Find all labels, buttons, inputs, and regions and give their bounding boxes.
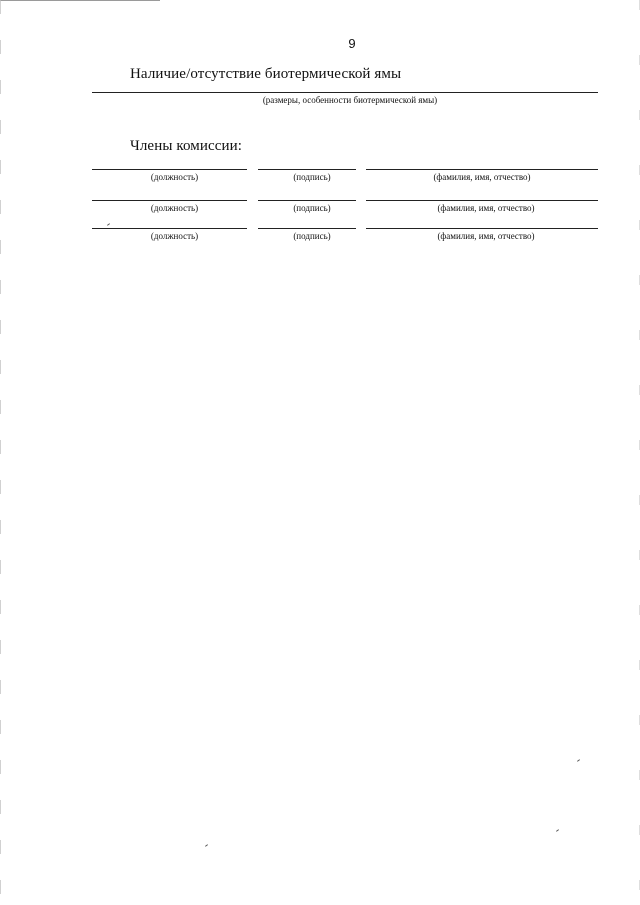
name-line [366, 228, 598, 229]
pit-heading: Наличие/отсутствие биотермической ямы [130, 66, 402, 82]
page-number: 9 [348, 36, 356, 51]
pit-caption: (размеры, особенности биотермической ямы) [262, 95, 438, 105]
scan-edge-left [0, 0, 1, 905]
signature-caption: (подпись) [293, 172, 331, 182]
position-line [92, 228, 247, 229]
position-caption: (должность) [150, 172, 199, 182]
name-caption: (фамилия, имя, отчество) [433, 172, 531, 182]
pit-answer-line [92, 92, 598, 93]
scan-speck [107, 223, 110, 226]
position-caption: (должность) [150, 231, 199, 241]
signature-caption: (подпись) [293, 203, 331, 213]
scan-edge-top [0, 0, 160, 3]
name-caption: (фамилия, имя, отчество) [437, 231, 535, 241]
scan-speck [556, 829, 559, 832]
name-caption: (фамилия, имя, отчество) [437, 203, 535, 213]
position-line [92, 200, 247, 201]
commission-heading: Члены комиссии: [130, 138, 243, 154]
signature-line [258, 200, 356, 201]
signature-line [258, 228, 356, 229]
signature-line [258, 169, 356, 170]
position-line [92, 169, 247, 170]
signature-caption: (подпись) [293, 231, 331, 241]
name-line [366, 169, 598, 170]
scan-speck [205, 844, 208, 847]
position-caption: (должность) [150, 203, 199, 213]
scan-speck [577, 759, 580, 762]
name-line [366, 200, 598, 201]
